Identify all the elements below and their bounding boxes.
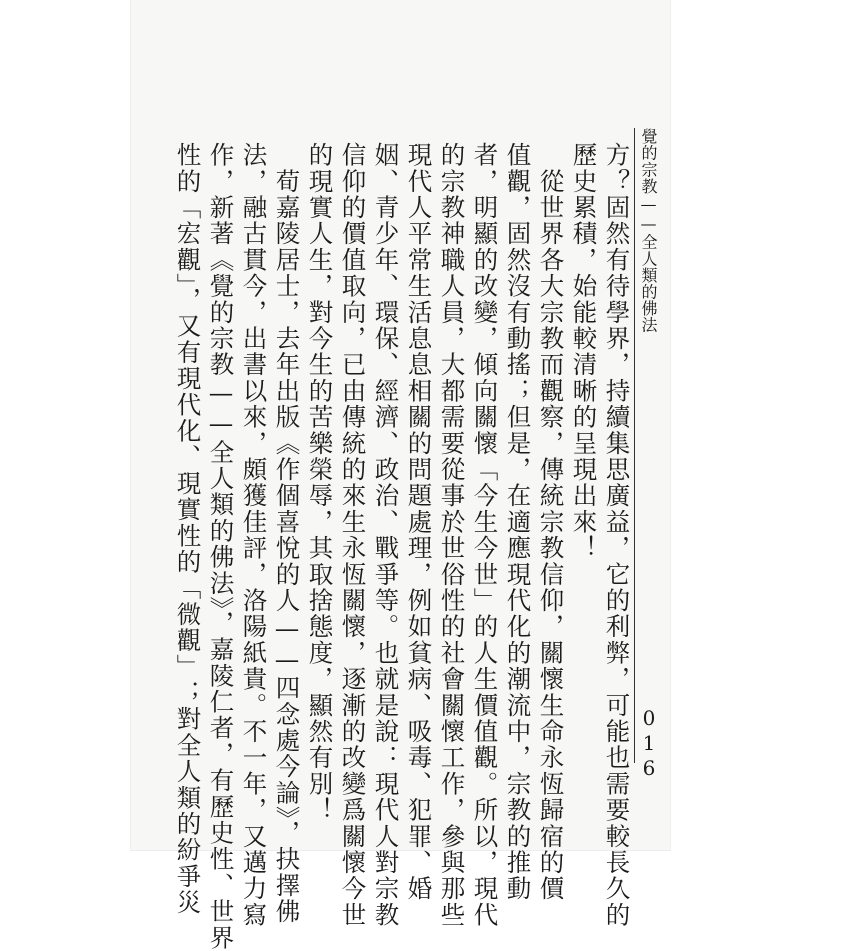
text-column-10: 的現實人生，對今生的苦樂榮辱，其取捨態度，顯然有別！ bbox=[305, 142, 335, 824]
text-column-9: 信仰的價值取向，已由傳統的來生永恆關懷，逐漸的改變爲關懷今世 bbox=[338, 142, 368, 928]
text-column-8: 姻、青少年、環保、經濟、政治、戰爭等。也就是說：現代人對宗教 bbox=[371, 142, 401, 928]
text-column-11: 荀嘉陵居士，去年出版《作個喜悅的人——四念處今論》，抉擇佛 bbox=[272, 142, 302, 925]
text-column-12: 法，融古貫今，出書以來，頗獲佳評，洛陽紙貴。不一年，又邁力寫 bbox=[239, 142, 269, 928]
text-column-3: 從世界各大宗教而觀察，傳統宗教信仰，關懷生命永恆歸宿的價 bbox=[536, 142, 566, 902]
header-rule bbox=[634, 128, 635, 763]
text-column-7: 現代人平常生活息息相關的問題處理，例如貧病、吸毒、犯罪、婚 bbox=[404, 142, 434, 902]
text-column-2: 歷史累積，始能較清晰的呈現出來！ bbox=[569, 142, 599, 562]
running-header-title: 覺的宗教——全人類的佛法 bbox=[639, 128, 658, 334]
text-column-4: 值觀，固然沒有動搖；但是，在適應現代化的潮流中，宗教的推動 bbox=[503, 142, 533, 902]
text-column-6: 的宗教神職人員，大都需要從事於世俗性的社會關懷工作，參與那些 bbox=[437, 142, 467, 928]
page-number: 016 bbox=[637, 706, 661, 781]
text-column-13: 作，新著《覺的宗教——全人類的佛法》，嘉陵仁者，有歷史性、世界 bbox=[206, 142, 236, 951]
text-column-5: 者，明顯的改變，傾向關懷「今生今世」的人生價值觀。所以，現代 bbox=[470, 142, 500, 928]
text-column-1: 方？固然有待學界，持續集思廣益，它的利弊，可能也需要較長久的 bbox=[602, 142, 632, 928]
text-column-14: 性的「宏觀」，又有現代化、現實性的「微觀」；對全人類的紛爭災 bbox=[173, 142, 203, 916]
